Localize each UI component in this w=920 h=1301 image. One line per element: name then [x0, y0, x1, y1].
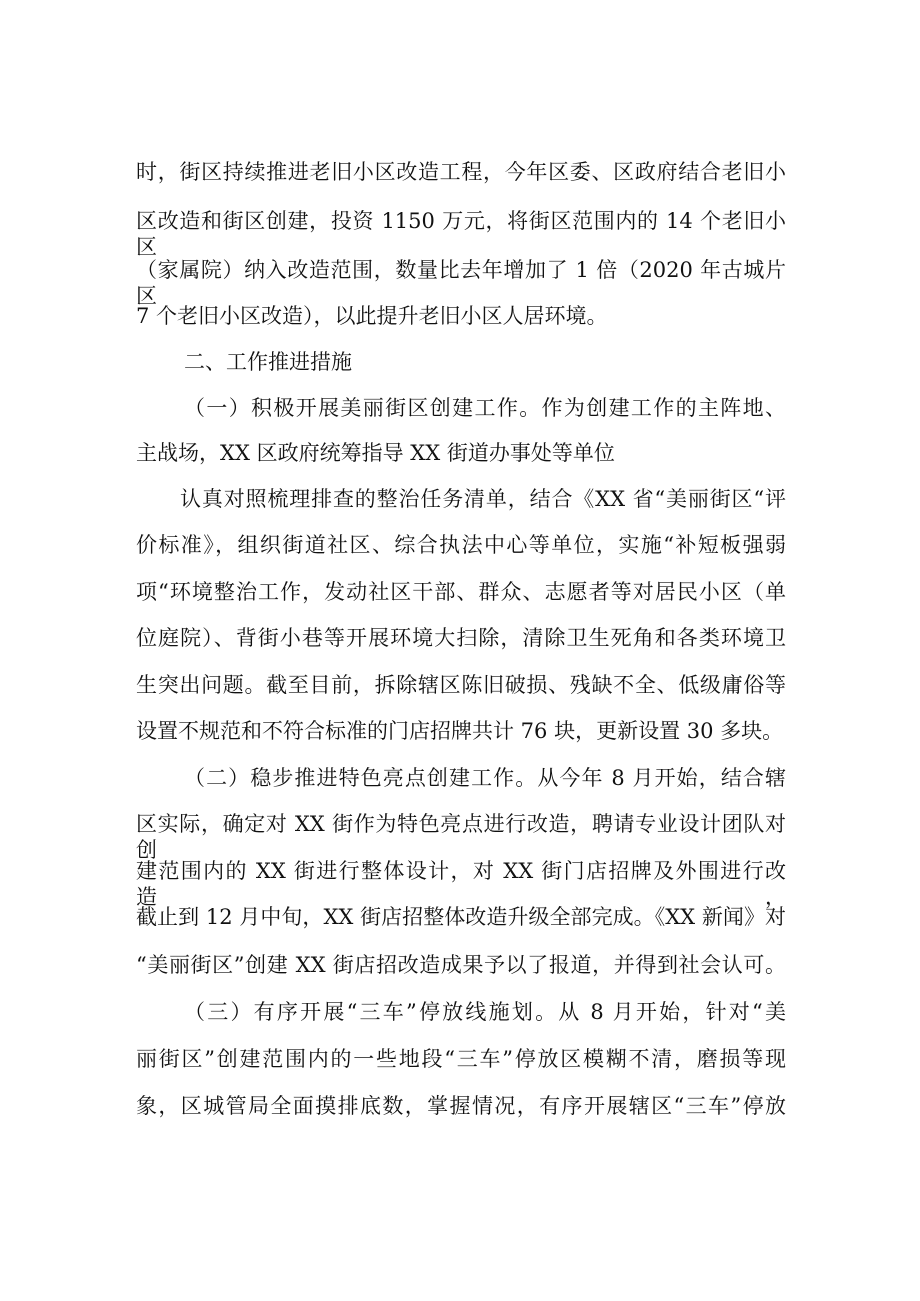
text-line: 价标准》，组织街道社区、综合执法中心等单位，实施“补短板强弱 — [136, 533, 786, 557]
section-heading: 二、工作推进措施 — [184, 350, 352, 374]
text-line: 生突出问题。截至目前，拆除辖区陈旧破损、残缺不全、低级庸俗等 — [136, 673, 786, 697]
text-line: 建范围内的 XX 街进行整体设计，对 XX 街门店招牌及外围进行改造， — [136, 859, 786, 909]
text-line: 7 个老旧小区改造），以此提升老旧小区人居环境。 — [136, 304, 608, 328]
text-line: 时，街区持续推进老旧小区改造工程，今年区委、区政府结合老旧小 — [136, 160, 786, 184]
text-line: 截止到 12 月中旬，XX 街店招整体改造升级全部完成。《XX 新闻》对 — [136, 905, 786, 929]
text-line: 象，区城管局全面摸排底数，掌握情况，有序开展辖区“三车”停放 — [136, 1094, 786, 1118]
text-line: （家属院）纳入改造范围，数量比去年增加了 1 倍（2020 年古城片区 — [136, 258, 786, 308]
text-line: （一）积极开展美丽街区创建工作。作为创建工作的主阵地、 — [184, 396, 786, 420]
text-line: 认真对照梳理排查的整治任务清单，结合《XX 省“美丽街区“评 — [180, 487, 786, 511]
text-line: 主战场，XX 区政府统筹指导 XX 街道办事处等单位 — [136, 441, 615, 465]
text-line: 丽街区”创建范围内的一些地段“三车”停放区模糊不清，磨损等现 — [136, 1047, 786, 1071]
text-line: 设置不规范和不符合标准的门店招牌共计 76 块，更新设置 30 多块。 — [136, 719, 784, 743]
text-line: 项“环境整治工作，发动社区干部、群众、志愿者等对居民小区（单 — [136, 580, 786, 604]
text-line: 位庭院）、背街小巷等开展环境大扫除，清除卫生死角和各类环境卫 — [136, 626, 786, 650]
text-line: （三）有序开展“三车”停放线施划。从 8 月开始，针对“美 — [184, 1000, 786, 1024]
text-line: 区改造和街区创建，投资 1150 万元，将街区范围内的 14 个老旧小区 — [136, 209, 786, 259]
text-line: “美丽街区”创建 XX 街店招改造成果予以了报道，并得到社会认可。 — [136, 953, 786, 977]
text-line: （二）稳步推进特色亮点创建工作。从今年 8 月开始，结合辖 — [184, 766, 786, 790]
text-line: 区实际，确定对 XX 街作为特色亮点进行改造，聘请专业设计团队对创 — [136, 812, 786, 862]
